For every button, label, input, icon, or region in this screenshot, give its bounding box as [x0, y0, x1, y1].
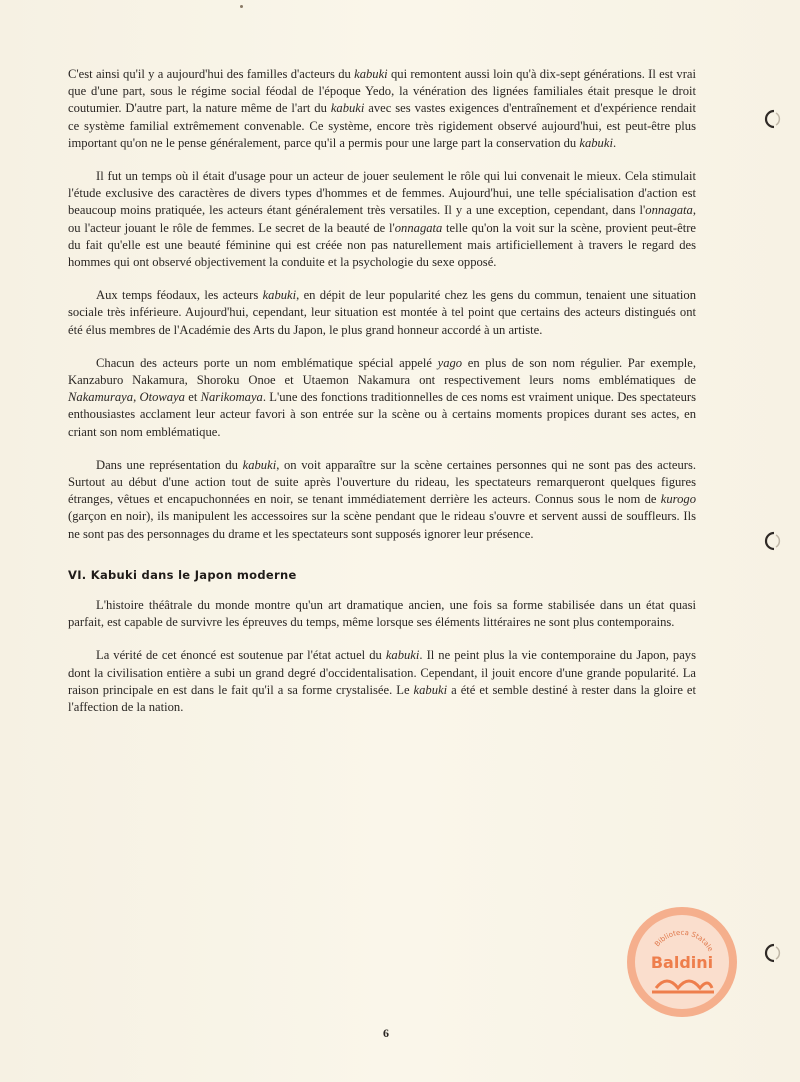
- paragraph-text: L'histoire théâtrale du monde montre qu'un art dramatique ancien, une fois sa forme stabilisée dans un état quasi parfait, est capable de survivre les épreuves du temps, même lorsque ses éléments littéraires ne sont plus contemporains.: [68, 598, 696, 630]
- binder-hole-icon: [760, 530, 782, 552]
- paragraph-text: C'est ainsi qu'il y a aujourd'hui des familles d'acteurs du kabuki qui remontent aussi loin qu'à dix-sept générations. Il est vrai que d'une part, sous le régime social féodal de l'époque Yedo, la vénération des lignées familiales était presque le droit coutumier. D'autre part, la nature même de l'art du kabuki avec ses vastes exigences d'entraînement et d'expérience rendait ce système familial extrêmement convenable. Ce système, encore très rigidement observé aujourd'hui, est peut-être plus important qu'on ne le pense généralement, parce qu'il a permis pour une large part la conservation du kabuki.: [68, 67, 697, 150]
- library-stamp-icon: [622, 902, 742, 1022]
- paragraph-text: La vérité de cet énoncé est soutenue par l'état actuel du kabuki. Il ne peint plus la vie contemporaine du Japon, pays dont la civilisation entière a subi un grand degré d'occidentalisation. Cependant, il jouit encore d'une grande popularité. La raison principale en est dans le fait qu'il a sa forme crystalisée. Le kabuki a été et semble destiné à rester dans la gloire et l'affection de la nation.: [68, 648, 697, 715]
- svg-text:Baldini: Baldini: [650, 953, 714, 972]
- paragraph-text: Dans une représentation du kabuki, on voit apparaître sur la scène certaines personnes qui ne sont pas des acteurs. Surtout au début d'une action tout de suite après l'ouverture du rideau, les spectateurs remarqueront quelques figures étranges, vêtues et encapuchonnées en noir, se tenant immédiatement derrière les acteurs. Connus sous le nom de kurogo (garçon en noir), ils manipulent les accessoires sur la scène pendant que le rideau s'ouvre et servent aussi de souffleurs. Ils ne sont pas des personnages du drame et les spectateurs sont supposés ignorer leur présence.: [68, 457, 696, 541]
- paragraph: [68, 66, 696, 152]
- paragraph-text: Chacun des acteurs porte un nom emblématique spécial appelé yago en plus de son nom régulier. Par exemple, Kanzaburo Nakamura, Shoroku Onoe et Utaemon Nakamura ont respectivement leurs noms emblématiques de Nakamuraya, Otowaya et Narikomaya. L'une des fonctions traditionnelles de ces noms est vraiment unique. Des spectateurs enthousiastes acclament leur acteur favori à son entrée sur la scène ou à certains moments propices durant ses actes, en criant son nom emblématique.: [68, 355, 697, 439]
- paragraph-text: Aux temps féodaux, les acteurs kabuki, en dépit de leur popularité chez les gens du commun, tenaient une situation sociale très inférieure. Aujourd'hui, cependant, leur situation est montée à tel point que certains des acteurs distingués ont été élus membres de l'Académie des Arts du Japon, le plus grand honneur accordé à un artiste.: [68, 288, 697, 337]
- section-heading: VI. Kabuki dans le Japon moderne: [68, 567, 297, 582]
- svg-text:Biblioteca Statale: Biblioteca Statale: [653, 928, 715, 953]
- paragraph-text: Il fut un temps où il était d'usage pour un acteur de jouer seulement le rôle qui lui convenait le mieux. Cela stimulait l'étude exclusive des caractères de divers types d'hommes et de femmes. Aujourd'hui, une telle spécialisation d'action est beaucoup moins pratiquée, les acteurs étant généralement très versatiles. Il y a une exception, cependant, dans l'onnagata, ou l'acteur jouant le rôle de femmes. Le secret de la beauté de l'onnagata telle qu'on la voit sur la scène, provient peut-être du fait qu'elle est une beauté féminine qui est créée non pas naturellement mais artificiellement à travers le regard des hommes qui ont observé objectivement la conduite et la psychologie du sexe opposé.: [68, 169, 696, 270]
- binder-hole-icon: [760, 108, 782, 130]
- ink-speck: [240, 5, 243, 8]
- paragraph: [68, 597, 696, 631]
- paragraph: [68, 287, 696, 339]
- paragraph: [68, 168, 696, 271]
- paragraph: [68, 647, 696, 716]
- paragraph: [68, 355, 696, 441]
- binder-hole-icon: [760, 942, 782, 964]
- page-number: 6: [383, 1026, 389, 1040]
- page-body: [68, 66, 696, 732]
- paragraph: [68, 457, 696, 543]
